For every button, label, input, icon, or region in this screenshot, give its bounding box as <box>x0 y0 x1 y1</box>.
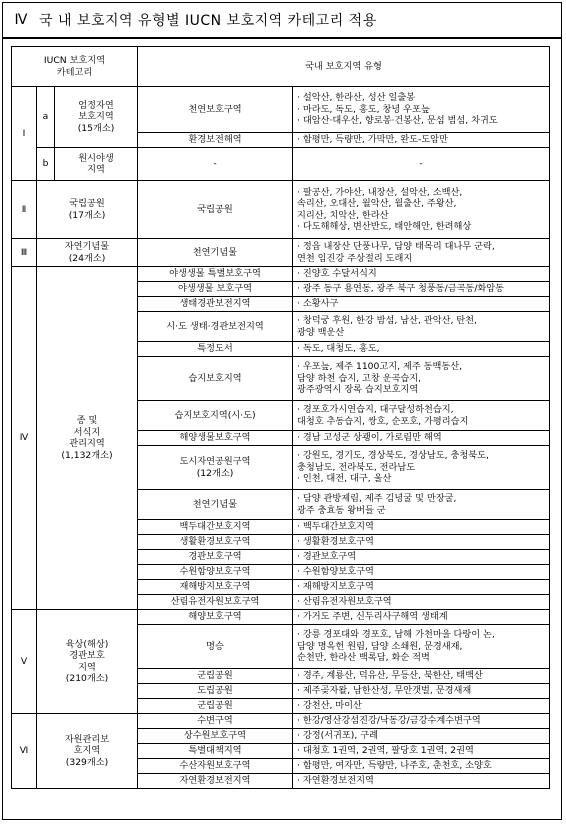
protected-area-list: · 수원함양보호구역 <box>293 565 550 580</box>
protected-area-type: 명승 <box>138 625 293 669</box>
protected-area-list: · 정읍 내장산 단풍나무, 담양 태목리 대나무 군락, 연천 임진강 주상절리 도래지 <box>293 239 550 267</box>
protected-area-type: - <box>138 148 293 181</box>
protected-area-list: · 강천산, 마이산 <box>293 699 550 714</box>
category-name: 엄정자연 보호지역 (15개소) <box>55 87 138 148</box>
protected-area-list: · 함평만, 여자만, 득량만, 나주호, 춘천호, 소양호 <box>293 759 550 774</box>
table-row <box>12 714 550 729</box>
header-iucn-category: IUCN 보호지역 카테고리 <box>12 47 138 87</box>
protected-area-type: 수원함양보호구역 <box>138 565 293 580</box>
protected-area-type: 도시자연공원구역 (12개소) <box>138 446 293 490</box>
protected-area-type: 수변구역 <box>138 714 293 729</box>
protected-area-type: 산림유전자원보호구역 <box>138 595 293 610</box>
protected-area-type: 백두대간보호지역 <box>138 520 293 535</box>
subcategory-code: a <box>37 87 55 148</box>
protected-area-list: · 대청호 1권역, 2권역, 팔당호 1권역, 2권역 <box>293 744 550 759</box>
table-row <box>12 181 550 239</box>
protected-area-type: 환경보전해역 <box>138 133 293 148</box>
document-title <box>3 3 561 39</box>
protected-area-list: · 경남 고성군 상괭이, 가로림만 해역 <box>293 431 550 446</box>
protected-area-list: · 산림유전자원보호구역 <box>293 595 550 610</box>
protected-area-type: 군립공원 <box>138 669 293 684</box>
table-row <box>12 267 550 282</box>
protected-area-list: · 백두대간보호지역 <box>293 520 550 535</box>
protected-area-type: 특별대책지역 <box>138 744 293 759</box>
protected-area-list: · 강릉 경포대와 경포호, 남해 가천마을 다랑이 논, 담양 명옥헌 원림, 담양 소쇄원, 문경새재, 순천만, 한라산 백록담, 화순 적벽 <box>293 625 550 669</box>
protected-area-list: - <box>293 148 550 181</box>
protected-area-type: 경관보호구역 <box>138 550 293 565</box>
protected-area-list: · 자연환경보전지역 <box>293 774 550 789</box>
protected-area-type: 시·도 생태·경관보전지역 <box>138 312 293 342</box>
protected-area-type: 수산자원보호구역 <box>138 759 293 774</box>
category-code: Ⅰ <box>12 87 37 181</box>
category-name: 자연기념물 (24개소) <box>37 239 138 267</box>
protected-area-type: 국립공원 <box>138 181 293 239</box>
protected-area-list: · 담양 관방제림, 제주 김녕굴 및 만장굴, 광주 충효동 왕버들 군 <box>293 490 550 520</box>
protected-area-list: · 경관보호구역 <box>293 550 550 565</box>
protected-area-type: 해양생물보호구역 <box>138 431 293 446</box>
category-code: Ⅱ <box>12 181 37 239</box>
protected-area-list: · 강정(서귀포), 구례 <box>293 729 550 744</box>
protected-area-list: · 강원도, 경기도, 경상북도, 경상남도, 충청북도, 충청남도, 전라북도, 전라남도 · 인천, 대전, 대구, 울산 <box>293 446 550 490</box>
protected-area-list: · 창덕궁 후원, 한강 밤섬, 남산, 관악산, 탄천, 광양 백운산 <box>293 312 550 342</box>
category-code: Ⅵ <box>12 714 37 789</box>
category-name: 원시야생 지역 <box>55 148 138 181</box>
table-row <box>12 148 550 181</box>
protected-area-type: 천연보호구역 <box>138 87 293 133</box>
category-code: Ⅲ <box>12 239 37 267</box>
table-header-row <box>12 47 550 87</box>
protected-area-list: · 가거도 주변, 신두리사구해역 생태계 <box>293 610 550 625</box>
table-row <box>12 610 550 625</box>
protected-area-type: 생태경관보전지역 <box>138 297 293 312</box>
title-text: 국 내 보호지역 유형별 IUCN 보호지역 카테고리 적용 <box>39 13 377 29</box>
category-code: Ⅳ <box>12 267 37 610</box>
protected-area-type: 군립공원 <box>138 699 293 714</box>
category-name: 종 및 서식지 관리지역 (1,132개소) <box>37 267 138 610</box>
iucn-category-table <box>11 46 550 789</box>
protected-area-list: · 경주, 계룡산, 덕유산, 무등산, 북한산, 태백산 <box>293 669 550 684</box>
subcategory-code: b <box>37 148 55 181</box>
protected-area-list: · 우포늪, 제주 1100고지, 제주 동백동산, 담양 하천 습지, 고창 운곡습지, 광주광역시 장록 습지보호지역 <box>293 357 550 401</box>
category-name: 육상(해상) 경관보호 지역 (210개소) <box>37 610 138 714</box>
protected-area-type: 자연환경보전지역 <box>138 774 293 789</box>
section-number: Ⅳ <box>14 12 28 28</box>
protected-area-list: · 진양호 수달서식지 <box>293 267 550 282</box>
protected-area-type: 습지보호지역(시·도) <box>138 401 293 431</box>
protected-area-list: · 한강/영산강섬진강/낙동강/금강수계수변구역 <box>293 714 550 729</box>
protected-area-list: · 독도, 대청도, 홍도, <box>293 342 550 357</box>
category-name: 국립공원 (17개소) <box>37 181 138 239</box>
protected-area-list: · 광주 동구 용연동, 광주 북구 청풍동/금곡동/화암동 <box>293 282 550 297</box>
protected-area-list: · 재해방지보호구역 <box>293 580 550 595</box>
protected-area-type: 재해방지보호구역 <box>138 580 293 595</box>
table-row <box>12 87 550 133</box>
protected-area-list: · 생활환경보호구역 <box>293 535 550 550</box>
protected-area-list: · 경포호가시연습지, 대구달성하천습지, 대청호 추동습지, 쌍호, 순포호, 가평리습지 <box>293 401 550 431</box>
protected-area-type: 생활환경보호구역 <box>138 535 293 550</box>
protected-area-type: 습지보호지역 <box>138 357 293 401</box>
protected-area-type: 야생생물 특별보호구역 <box>138 267 293 282</box>
protected-area-list: · 소황사구 <box>293 297 550 312</box>
protected-area-type: 해양보호구역 <box>138 610 293 625</box>
protected-area-type: 도립공원 <box>138 684 293 699</box>
protected-area-list: · 설악산, 한라산, 성산 일출봉 · 마라도, 독도, 홍도, 창녕 우포늪 · 대암산·대우산, 향로봉·건봉산, 문섬 범섬, 차귀도 <box>293 87 550 133</box>
protected-area-type: 상수원보호구역 <box>138 729 293 744</box>
category-code: Ⅴ <box>12 610 37 714</box>
header-domestic-type: 국내 보호지역 유형 <box>138 47 550 87</box>
category-name: 자원관리보 호지역 (329개소) <box>37 714 138 789</box>
protected-area-list: · 함평만, 득량만, 가막만, 완도-도암만 <box>293 133 550 148</box>
table-row <box>12 239 550 267</box>
protected-area-type: 특정도서 <box>138 342 293 357</box>
protected-area-type: 천연기념물 <box>138 239 293 267</box>
protected-area-list: · 제주곶자왈, 남한산성, 무안갯벌, 문경새재 <box>293 684 550 699</box>
protected-area-list: · 팔공산, 가야산, 내장산, 설악산, 소백산, 속리산, 오대산, 월악산, 월출산, 주왕산, 지리산, 치악산, 한라산 · 다도해해상, 변산반도, 태안해안, 한려해상 <box>293 181 550 239</box>
protected-area-type: 야생생물 보호구역 <box>138 282 293 297</box>
protected-area-type: 천연기념물 <box>138 490 293 520</box>
